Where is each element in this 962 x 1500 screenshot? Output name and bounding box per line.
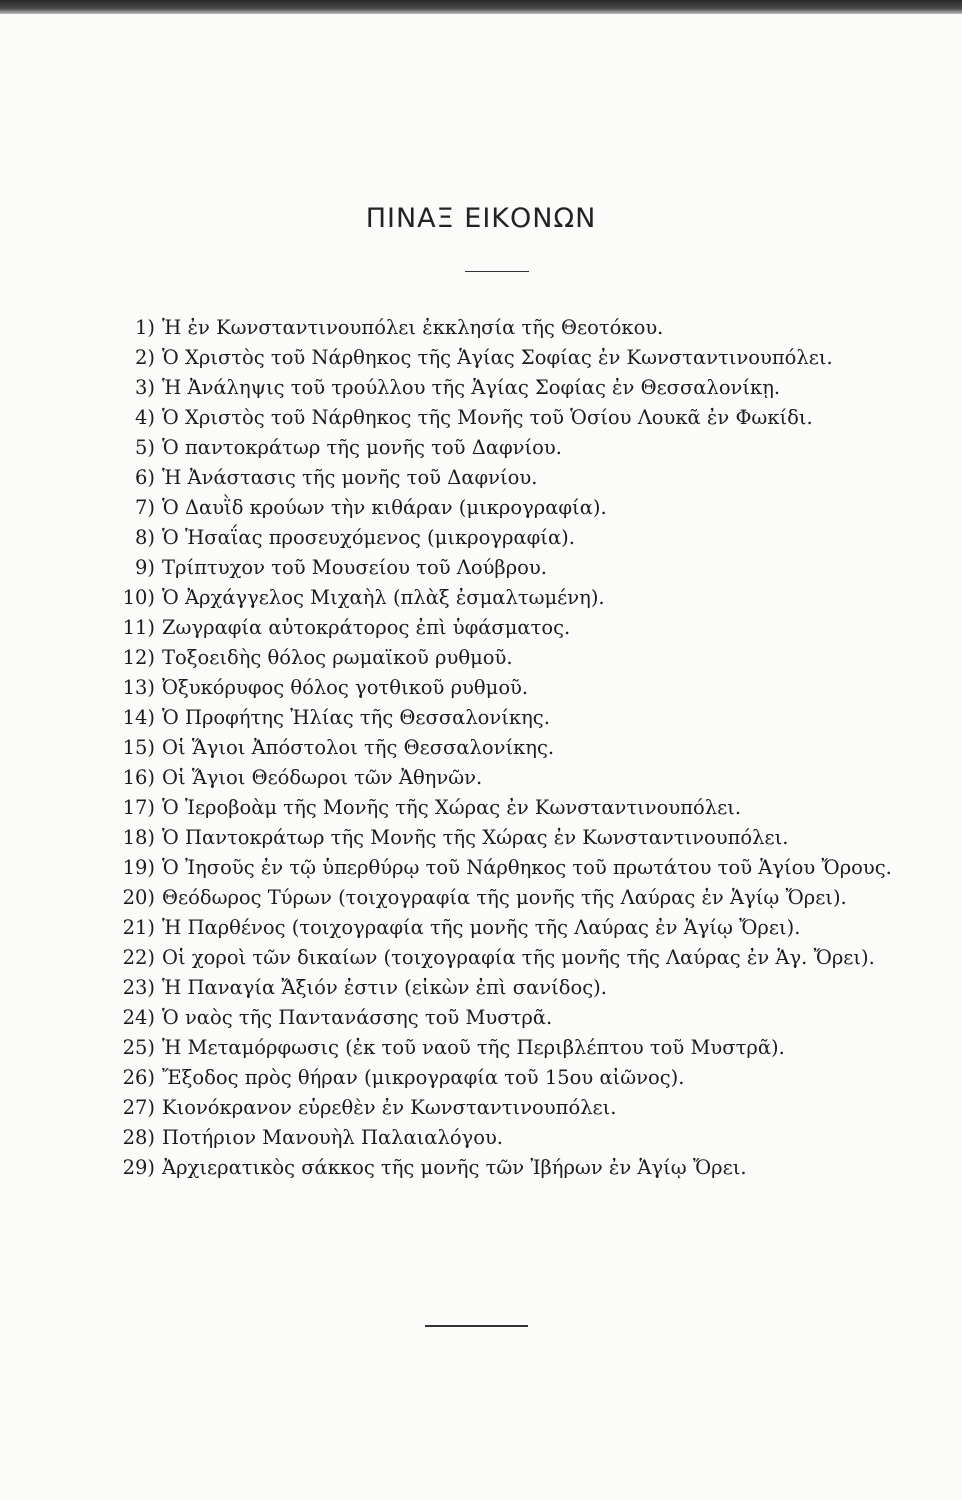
list-item [108,673,908,703]
item-number: 27) [122,1096,155,1119]
item-number: 21) [122,916,155,939]
page-top-edge [0,0,962,14]
item-text: Ἀρχιερατικὸς σάκκος τῆς μονῆς τῶν Ἰβήρων ἐν Ἁγίῳ Ὄρει. [162,1156,747,1179]
list-item [108,1153,908,1183]
item-number: 2) [134,346,155,369]
item-text: Οἱ Ἅγιοι Θεόδωροι τῶν Ἀθηνῶν. [162,766,483,789]
list-item [108,853,908,883]
item-number: 5) [134,436,155,459]
item-number: 20) [122,886,155,909]
item-number: 29) [122,1156,155,1179]
item-number: 25) [122,1036,155,1059]
item-text: Ὁ Ἡσαΐας προσευχόμενος (μικρογραφία). [162,526,575,549]
list-item [108,703,908,733]
item-number: 22) [122,946,155,969]
item-number: 17) [122,796,155,819]
figure-list [108,313,908,1183]
item-text: Θεόδωρος Τύρων (τοιχογραφία τῆς μονῆς τῆς Λαύρας ἐν Ἁγίῳ Ὄρει). [162,886,847,909]
list-item [108,1123,908,1153]
item-text: Ὁ Προφήτης Ἠλίας τῆς Θεσσαλονίκης. [162,706,550,729]
list-item [108,823,908,853]
page-title: ΠΙΝΑΞ ΕΙΚΟΝΩΝ [365,203,597,234]
item-number: 26) [122,1066,155,1089]
list-item [108,1003,908,1033]
list-item [108,643,908,673]
list-item [108,553,908,583]
list-item [108,433,908,463]
item-text: Ζωγραφία αὐτοκράτορος ἐπὶ ὑφάσματος. [162,616,571,639]
list-item [108,1033,908,1063]
item-number: 28) [122,1126,155,1149]
item-text: Ὀξυκόρυφος θόλος γοτθικοῦ ρυθμοῦ. [162,676,529,699]
list-item [108,1093,908,1123]
item-number: 9) [134,556,155,579]
list-item [108,793,908,823]
list-item [108,403,908,433]
item-text: Ὁ Δαυῒδ κρούων τὴν κιθάραν (μικρογραφία). [162,496,607,519]
list-item [108,1063,908,1093]
item-text: Τρίπτυχον τοῦ Μουσείου τοῦ Λούβρου. [162,556,547,579]
item-number: 14) [122,706,155,729]
item-text: Ἡ Ἀνάληψις τοῦ τρούλλου τῆς Ἁγίας Σοφίας ἐν Θεσσαλονίκῃ. [162,376,781,399]
list-item [108,343,908,373]
list-item [108,523,908,553]
list-item [108,763,908,793]
list-item [108,493,908,523]
item-number: 23) [122,976,155,999]
item-number: 12) [122,646,155,669]
item-number: 11) [122,616,155,639]
item-text: Τοξοειδὴς θόλος ρωμαϊκοῦ ρυθμοῦ. [162,646,513,669]
item-text: Ἡ Μεταμόρφωσις (ἐκ τοῦ ναοῦ τῆς Περιβλέπτου τοῦ Μυστρᾶ). [162,1036,785,1059]
list-item [108,313,908,343]
list-item [108,463,908,493]
item-number: 19) [122,856,155,879]
item-number: 4) [134,406,155,429]
item-text: Ποτήριον Μανουὴλ Παλαιαλόγου. [162,1126,504,1149]
item-text: Ὁ παντοκράτωρ τῆς μονῆς τοῦ Δαφνίου. [162,436,562,459]
item-number: 13) [122,676,155,699]
list-item [108,733,908,763]
item-text: Οἱ χοροὶ τῶν δικαίων (τοιχογραφία τῆς μονῆς τῆς Λαύρας ἐν Ἁγ. Ὄρει). [162,946,875,969]
item-text: Ὁ Χριστὸς τοῦ Νάρθηκος τῆς Ἁγίας Σοφίας ἐν Κωνσταντινουπόλει. [162,346,833,369]
item-text: Ἡ ἐν Κωνσταντινουπόλει ἐκκλησία τῆς Θεοτόκου. [162,316,664,339]
item-text: Οἱ Ἅγιοι Ἀπόστολοι τῆς Θεσσαλονίκης. [162,736,555,759]
item-text: Ὁ Ἀρχάγγελος Μιχαὴλ (πλὰξ ἐσμαλτωμένη). [162,586,605,609]
item-number: 18) [122,826,155,849]
item-text: Ἡ Παναγία Ἄξιόν ἐστιν (εἰκὼν ἐπὶ σανίδος). [162,976,607,999]
end-divider [425,1325,528,1327]
item-number: 16) [122,766,155,789]
item-number: 1) [134,316,155,339]
item-text: Ὁ ναὸς τῆς Παντανάσσης τοῦ Μυστρᾶ. [162,1006,553,1029]
item-number: 24) [122,1006,155,1029]
list-item [108,973,908,1003]
item-number: 8) [134,526,155,549]
item-text: Ἡ Παρθένος (τοιχογραφία τῆς μονῆς τῆς Λαύρας ἐν Ἁγίῳ Ὄρει). [162,916,801,939]
item-text: Ὁ Ἱεροβοὰμ τῆς Μονῆς τῆς Χώρας ἐν Κωνσταντινουπόλει. [162,796,742,819]
list-item [108,943,908,973]
item-number: 7) [134,496,155,519]
item-number: 15) [122,736,155,759]
item-text: Ὁ Παντοκράτωρ τῆς Μονῆς τῆς Χώρας ἐν Κωνσταντινουπόλει. [162,826,789,849]
list-item [108,883,908,913]
title-divider [465,271,529,272]
list-item [108,373,908,403]
item-number: 6) [134,466,155,489]
list-item [108,913,908,943]
item-number: 3) [134,376,155,399]
item-text: Ἡ Ἀνάστασις τῆς μονῆς τοῦ Δαφνίου. [162,466,538,489]
item-text: Ὁ Χριστὸς τοῦ Νάρθηκος τῆς Μονῆς τοῦ Ὁσίου Λουκᾶ ἐν Φωκίδι. [162,406,813,429]
item-text: Ἔξοδος πρὸς θήραν (μικρογραφία τοῦ 15ου αἰῶνος). [162,1066,685,1089]
item-text: Ὁ Ἰησοῦς ἐν τῷ ὑπερθύρῳ τοῦ Νάρθηκος τοῦ πρωτάτου τοῦ Ἁγίου Ὄρους. [162,856,892,879]
list-item [108,613,908,643]
list-item [108,583,908,613]
item-text: Κιονόκρανον εὑρεθὲν ἐν Κωνσταντινουπόλει. [162,1096,617,1119]
item-number: 10) [122,586,155,609]
